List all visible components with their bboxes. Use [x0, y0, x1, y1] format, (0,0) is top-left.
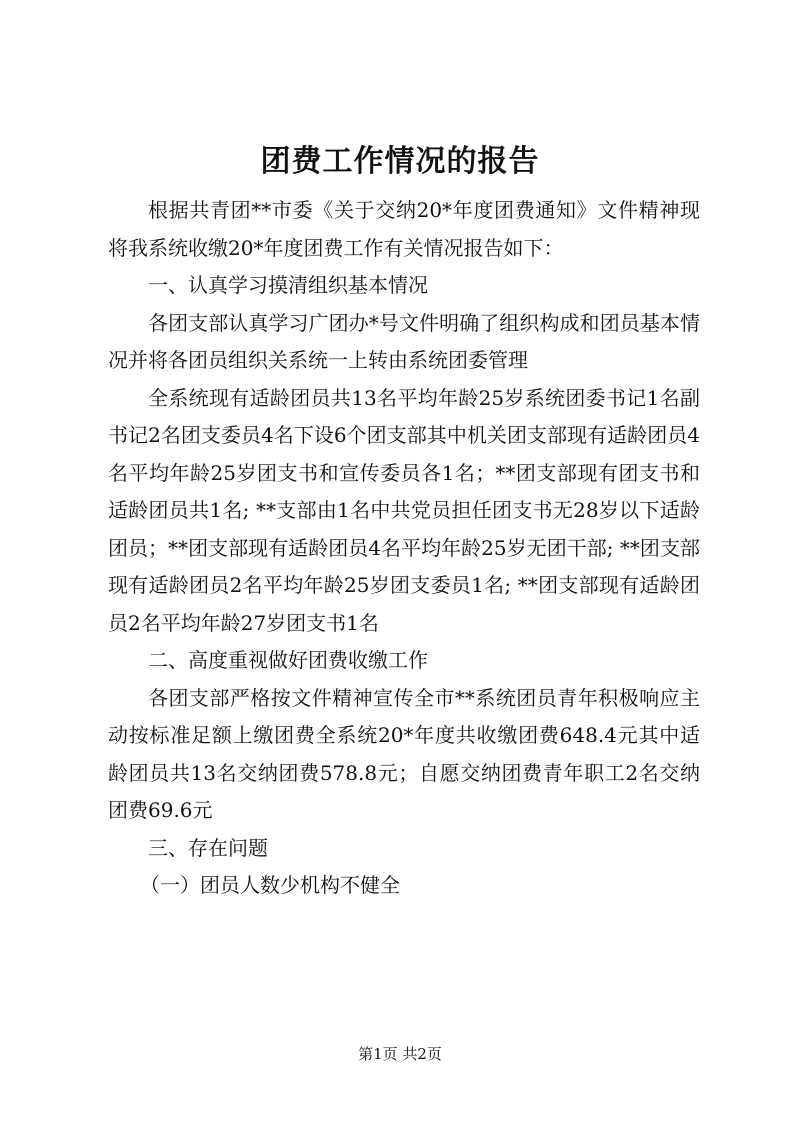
paragraph-membership-details: 全系统现有适龄团员共13名平均年龄25岁系统团委书记1名副书记2名团支委员4名下设6个团支部其中机关团支部现有适龄团员4名平均年龄25岁团支书和宣传委员各1名；**团支部现有团支书和适龄团员共1名; **支部由1名中共党员担任团支书无28岁以下适龄团员；**团支部现有适龄团员4名平均年龄25岁无团干部; **团支部现有适龄团员2名平均年龄25岁团支委员1名; **团支部现有适龄团员2名平均年龄27岁团支书1名 — [108, 385, 700, 635]
paragraph-intro: 根据共青团**市委《关于交纳20*年度团费通知》文件精神现将我系统收缴20*年度团费工作有关情况报告如下： — [108, 198, 700, 260]
paragraph-fee-collection: 各团支部严格按文件精神宣传全市**系统团员青年积极响应主动按标准足额上缴团费全系统20*年度共收缴团费648.4元其中适龄团员共13名交纳团费578.8元；自愿交纳团费青年职工2名交纳团费69.6元 — [108, 685, 700, 822]
subsection-heading-1: （一）团员人数少机构不健全 — [140, 873, 400, 897]
section-heading-2: 二、高度重视做好团费收缴工作 — [148, 648, 428, 672]
paragraph-organization: 各团支部认真学习广团办*号文件明确了组织构成和团员基本情况并将各团员组织关系统一上转由系统团委管理 — [108, 310, 700, 372]
page-footer: 第1页 共2页 — [358, 1045, 442, 1063]
section-heading-3: 三、存在问题 — [148, 835, 268, 860]
document-body — [108, 192, 700, 905]
document-title: 团费工作情况的报告 — [260, 144, 540, 179]
section-heading-1: 一、认真学习摸清组织基本情况 — [148, 273, 428, 297]
